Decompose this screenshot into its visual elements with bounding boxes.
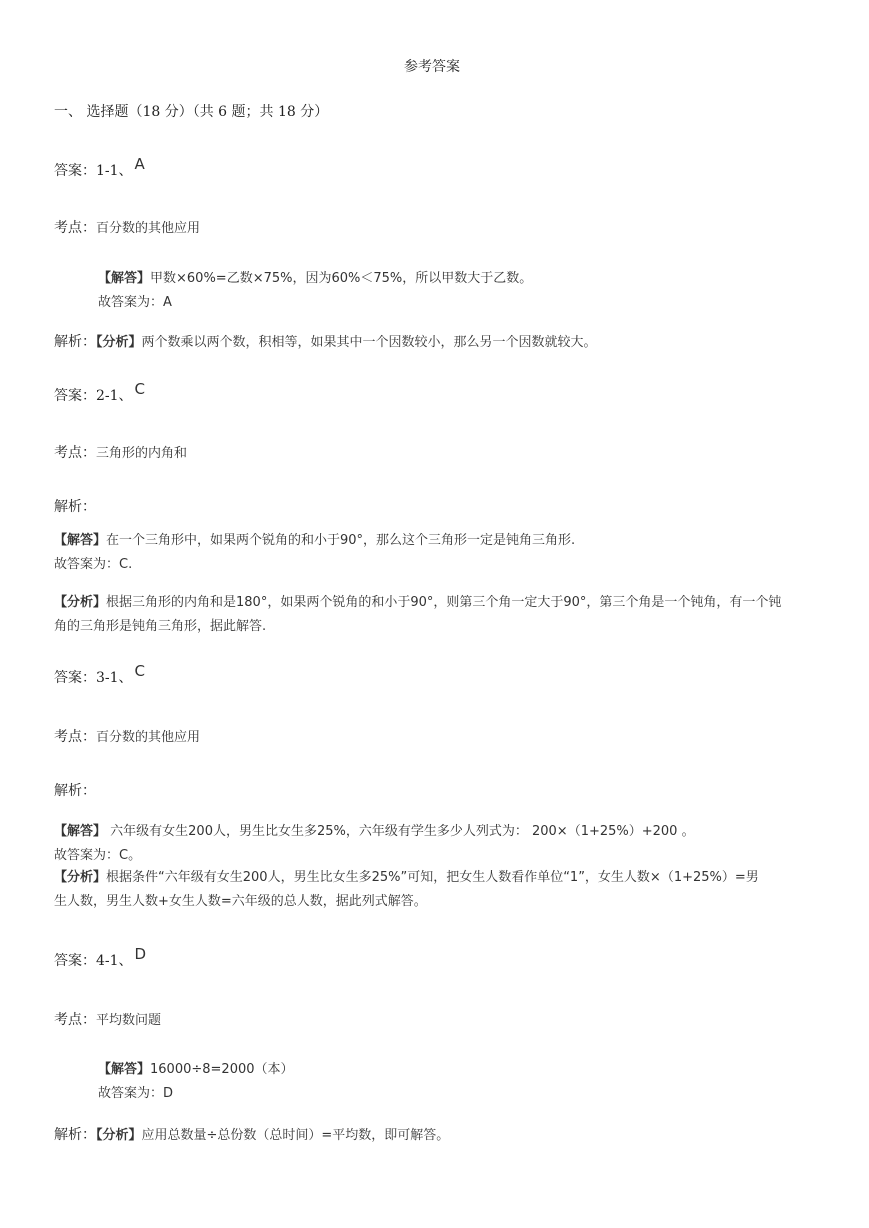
topic-value: 三角形的内角和 [96,446,188,461]
solution-tag: 【解答】 [98,1062,151,1077]
answer-value: C [134,380,146,398]
answer-row-1 [54,155,145,180]
analysis-row-1 [54,331,597,351]
solution-3 [54,820,695,839]
answer-row-3 [54,662,146,687]
analysis-tag: 【分析】 [54,595,107,610]
topic-label: 考点： [54,220,96,236]
analysis-3-line1 [54,866,759,885]
analysis-text: 根据三角形的内角和是180°，如果两个锐角的和小于90°，则第三个角一定大于90°，第三个角是一个钝角，有一个钝 [106,595,782,610]
solution-1 [98,267,532,286]
topic-row-4 [54,1009,161,1029]
analysis-label: 解析： [54,1127,96,1143]
analysis-tag: 【分析】 [96,1128,142,1143]
topic-label: 考点： [54,445,96,461]
answer-row-2 [54,380,146,405]
answer-label: 答案：4-1、 [54,953,133,969]
topic-row-2 [54,442,187,462]
solution-tag: 【解答】 [54,533,107,548]
solution-text: 甲数×60%=乙数×75%，因为60%＜75%，所以甲数大于乙数。 [150,271,533,286]
analysis-tag: 【分析】 [54,870,107,885]
analysis-2-line1 [54,591,781,610]
analysis-text: 根据条件“六年级有女生200人，男生比女生多25%”可知，把女生人数看作单位“1”，女生人数×（1+25%）=男 [106,870,759,885]
analysis-label-3: 解析： [54,783,96,799]
final-answer-3: 故答案为：C。 [54,848,142,863]
analysis-text: 两个数乘以两个数，积相等，如果其中一个因数较小，那么另一个因数就较大。 [141,335,597,350]
analysis-3-line2: 生人数，男生人数+女生人数=六年级的总人数，据此列式解答。 [54,894,427,909]
solution-4 [98,1058,294,1077]
topic-label: 考点： [54,1012,96,1028]
analysis-2-line2: 角的三角形是钝角三角形，据此解答. [54,619,267,634]
topic-row-1 [54,217,200,237]
topic-value: 百分数的其他应用 [96,730,201,745]
answer-row-4 [54,945,147,970]
topic-row-3 [54,726,200,746]
answer-value: D [134,945,147,963]
page-title: 参考答案 [404,59,460,75]
solution-tag: 【解答】 [98,271,151,286]
solution-text: 六年级有女生200人，男生比女生多25%，六年级有学生多少人列式为： 200×（1+25%）+200 。 [106,824,695,839]
answer-label: 答案：3-1、 [54,670,133,686]
solution-text: 16000÷8=2000（本） [150,1062,294,1077]
analysis-text: 应用总数量÷总份数（总时间）=平均数，即可解答。 [141,1128,450,1143]
answer-value: A [134,155,145,173]
topic-label: 考点： [54,729,96,745]
analysis-label: 解析： [54,334,96,350]
analysis-tag: 【分析】 [96,335,142,350]
solution-text: 在一个三角形中，如果两个锐角的和小于90°，那么这个三角形一定是钝角三角形. [106,533,576,548]
final-answer-2: 故答案为：C. [54,557,133,572]
solution-2 [54,529,575,548]
final-answer-4: 故答案为：D [98,1086,174,1101]
analysis-label-2: 解析： [54,499,96,515]
section-heading: 一、 选择题（18 分）（共 6 题；共 18 分） [54,104,329,120]
solution-tag: 【解答】 [54,824,107,839]
analysis-row-4 [54,1124,449,1144]
answer-label: 答案：1-1、 [54,163,133,179]
answer-label: 答案：2-1、 [54,388,133,404]
answer-value: C [134,662,146,680]
final-answer-1: 故答案为：A [98,295,172,310]
topic-value: 平均数问题 [96,1013,162,1028]
topic-value: 百分数的其他应用 [96,221,201,236]
